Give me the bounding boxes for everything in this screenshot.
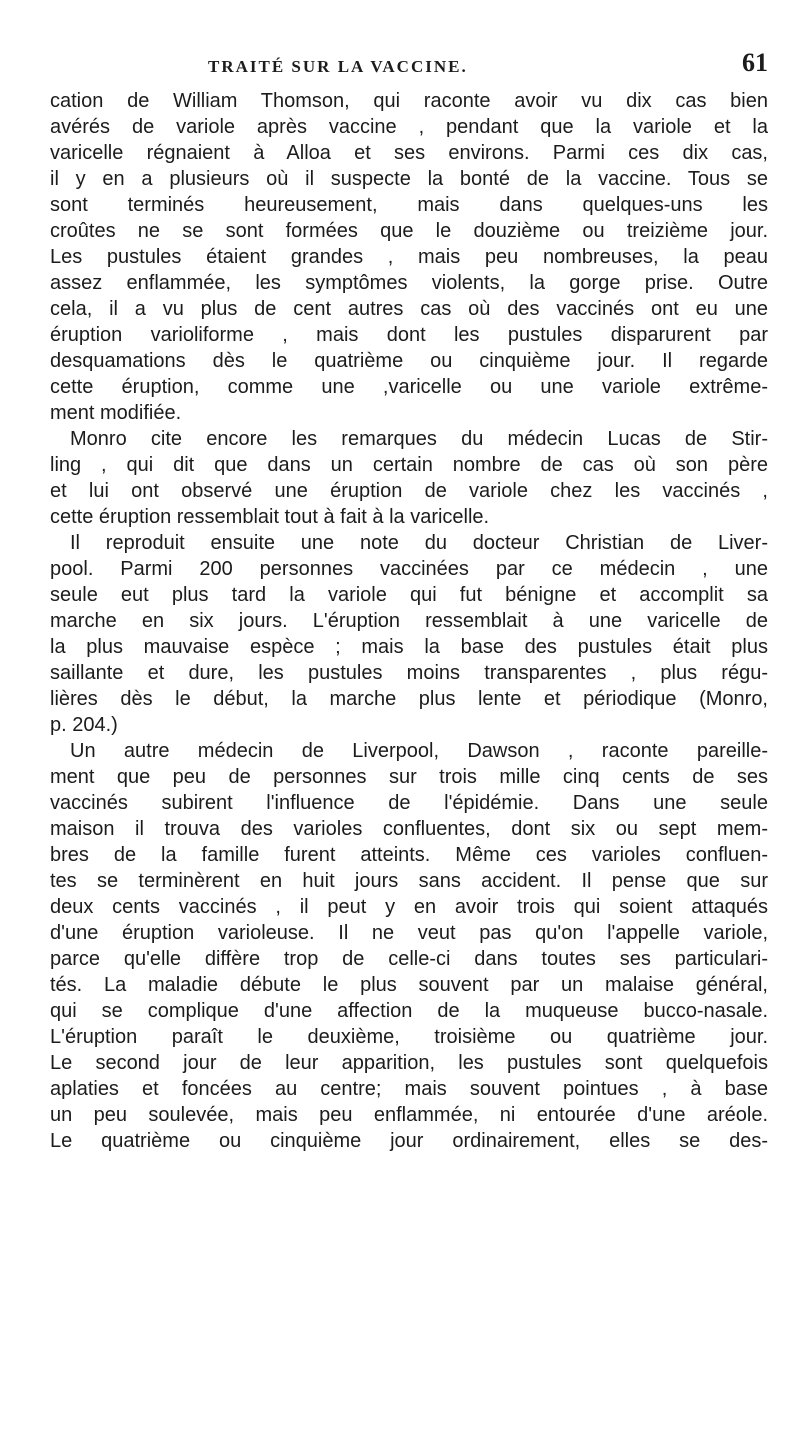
text-line: lières dès le début, la marche plus lente et périodique (Monro, xyxy=(50,688,768,710)
text-line: Il reproduit ensuite une note du docteur Christian de Liver- xyxy=(70,532,768,554)
text-line: la plus mauvaise espèce ; mais la base des pustules était plus xyxy=(50,636,768,658)
text-line: assez enflammée, les symptômes violents, la gorge prise. Outre xyxy=(50,272,768,294)
text-line: maison il trouva des varioles confluentes, dont six ou sept mem- xyxy=(50,818,768,840)
text-line: tés. La maladie débute le plus souvent par un malaise général, xyxy=(50,974,768,996)
text-line: cette éruption ressemblait tout à fait à la varicelle. xyxy=(50,506,490,528)
text-line: desquamations dès le quatrième ou cinquième jour. Il regarde xyxy=(50,350,768,372)
text-line: seule eut plus tard la variole qui fut bénigne et accomplit sa xyxy=(50,584,768,606)
text-line: ling , qui dit que dans un certain nombre de cas où son père xyxy=(50,454,768,476)
text-line: varicelle régnaient à Alloa et ses environs. Parmi ces dix cas, xyxy=(50,142,768,164)
text-line: ment que peu de personnes sur trois mille cinq cents de ses xyxy=(50,766,768,788)
text-line: croûtes ne se sont formées que le douzième ou treizième jour. xyxy=(50,220,768,242)
text-line: p. 204.) xyxy=(50,714,118,736)
text-line: vaccinés subirent l'influence de l'épidémie. Dans une seule xyxy=(50,792,768,814)
text-line: aplaties et foncées au centre; mais souvent pointues , à base xyxy=(50,1078,768,1100)
text-line: marche en six jours. L'éruption ressemblait à une varicelle de xyxy=(50,610,768,632)
text-line: qui se complique d'une affection de la muqueuse bucco-nasale. xyxy=(50,1000,768,1022)
text-line: Les pustules étaient grandes , mais peu nombreuses, la peau xyxy=(50,246,768,268)
text-line: L'éruption paraît le deuxième, troisième ou quatrième jour. xyxy=(50,1026,768,1048)
body-text xyxy=(50,88,768,1154)
running-title: TRAITÉ SUR LA VACCINE. xyxy=(208,57,468,76)
running-head xyxy=(208,48,768,82)
text-line: cation de William Thomson, qui raconte avoir vu dix cas bien xyxy=(50,90,768,112)
text-line: saillante et dure, les pustules moins transparentes , plus régu- xyxy=(50,662,768,684)
text-line: cette éruption, comme une ,varicelle ou une variole extrême- xyxy=(50,376,768,398)
text-line: pool. Parmi 200 personnes vaccinées par ce médecin , une xyxy=(50,558,768,580)
text-line: un peu soulevée, mais peu enflammée, ni entourée d'une aréole. xyxy=(50,1104,768,1126)
page-number: 61 xyxy=(742,48,768,77)
text-line: avérés de variole après vaccine , pendant que la variole et la xyxy=(50,116,768,138)
text-line: cela, il a vu plus de cent autres cas où des vaccinés ont eu une xyxy=(50,298,768,320)
text-line: tes se terminèrent en huit jours sans accident. Il pense que sur xyxy=(50,870,768,892)
text-line: bres de la famille furent atteints. Même ces varioles confluen- xyxy=(50,844,768,866)
text-line: éruption varioliforme , mais dont les pustules disparurent par xyxy=(50,324,768,346)
text-line: ment modifiée. xyxy=(50,402,182,424)
text-line: parce qu'elle diffère trop de celle-ci dans toutes ses particulari- xyxy=(50,948,768,970)
text-line: Monro cite encore les remarques du médecin Lucas de Stir- xyxy=(70,428,768,450)
text-line: Le second jour de leur apparition, les pustules sont quelquefois xyxy=(50,1052,768,1074)
text-line: d'une éruption varioleuse. Il ne veut pas qu'on l'appelle variole, xyxy=(50,922,768,944)
text-line: et lui ont observé une éruption de variole chez les vaccinés , xyxy=(50,480,768,502)
text-line: sont terminés heureusement, mais dans quelques-uns les xyxy=(50,194,768,216)
text-line: Un autre médecin de Liverpool, Dawson , raconte pareille- xyxy=(70,740,768,762)
text-line: Le quatrième ou cinquième jour ordinairement, elles se des- xyxy=(50,1130,768,1152)
text-line: il y en a plusieurs où il suspecte la bonté de la vaccine. Tous se xyxy=(50,168,768,190)
text-line: deux cents vaccinés , il peut y en avoir trois qui soient attaqués xyxy=(50,896,768,918)
